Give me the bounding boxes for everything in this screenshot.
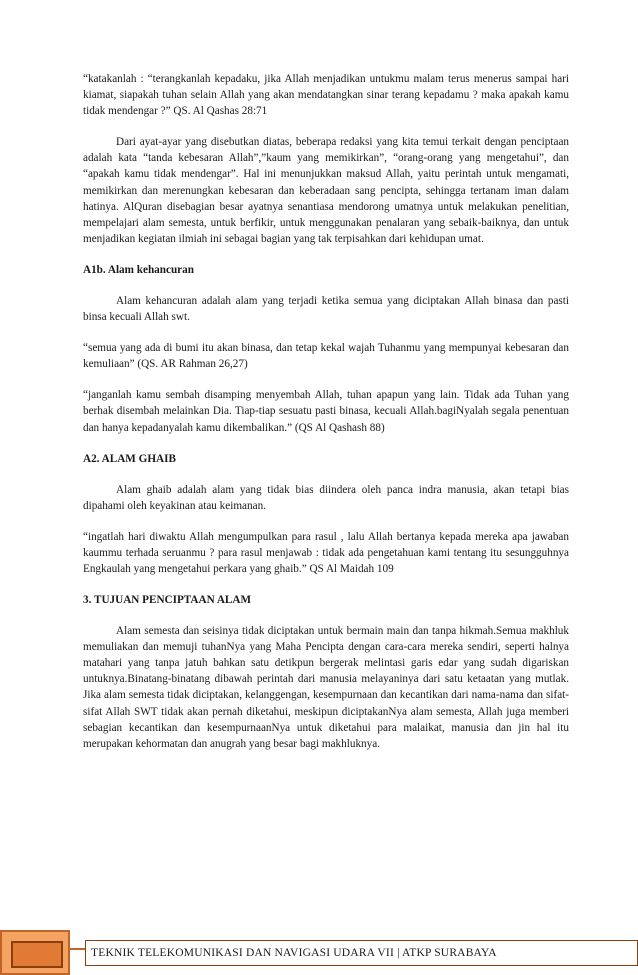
quote-al-qashash-88: “janganlah kamu sembah disamping menyembah Allah, tuhan apapun yang lain. Tidak ada Tuhan yang berhak disembah melainkan Dia. Tiap-tiap sesuatu pasti binasa, kecuali Allah.bagiNyalah segala penentuan dan hanya kepadanyalah kamu dikembalikan.” (QS Al Qashash 88) [83, 389, 569, 434]
footer-logo-box [0, 930, 70, 975]
paragraph-alam-ghaib: Alam ghaib adalah alam yang tidak bias diindera oleh panca indra manusia, akan tetapi bias dipahami oleh keyakinan atau keimanan. [83, 483, 569, 512]
heading-alam-kehancuran: A1b. Alam kehancuran [83, 263, 194, 276]
footer-connector [70, 948, 86, 950]
document-body [83, 71, 569, 767]
quote-al-maidah-109: “ingatlah hari diwaktu Allah mengumpulkan para rasul , lalu Allah bertanya kepada mereka apa jawaban kaummu terhada seruanmu ? para rasul menjawab : tidak ada pengetahuan kami tentang itu sesungguhnya Engkaulah yang mengetahui perkara yang ghaib.” QS Al Maidah 109 [83, 530, 569, 575]
quote-ar-rahman: “semua yang ada di bumi itu akan binasa, dan tetap kekal wajah Tuhanmu yang mempunyai kebesaran dan kemuliaan” (QS. AR Rahman 26,27) [83, 342, 569, 371]
footer-text: TEKNIK TELEKOMUNIKASI DAN NAVIGASI UDARA VII | ATKP SURABAYA [85, 940, 638, 966]
footer-logo-inner [11, 941, 63, 968]
quote-qashas-28-71: “katakanlah : “terangkanlah kepadaku, jika Allah menjadikan untukmu malam terus menerus sampai hari kiamat, siapakah tuhan selain Allah yang akan mendatangkan sinar terang kepadamu ? maka apakah kamu tidak mendengar ?” QS. Al Qashas 28:71 [83, 73, 569, 118]
heading-alam-ghaib: A2. ALAM GHAIB [83, 452, 176, 465]
page-footer [0, 930, 638, 975]
paragraph-alam-kehancuran: Alam kehancuran adalah alam yang terjadi ketika semua yang diciptakan Allah binasa dan pasti binsa kecuali Allah swt. [83, 294, 569, 324]
heading-tujuan-penciptaan: 3. TUJUAN PENCIPTAAN ALAM [83, 594, 252, 607]
paragraph-penciptaan: Dari ayat-ayar yang disebutkan diatas, beberapa redaksi yang kita temui terkait dengan penciptaan adalah kata “tanda kebesaran Allah”,”kaum yang memikirkan”, “orang-orang yang mengetahui”, dan “apakah kamu tidak mendengar”. Hal ini menunjukkan maksud Allah, yaitu perintah untuk mengamati, memikirkan dan merenungkan kebesaran dan keberadaan sang pencipta, sehingga tertanam iman dalam hatinya. AlQuran disebagian besar ayatnya senantiasa mendorong umatnya untuk melakukan penelitian, mempelajari alam semesta, untuk berfikir, untuk menggunakan penalaran yang sebaik-baiknya, dan untuk menjadikan kegiatan ilmiah ini sebagai bagian yang tak terpisahkan dari kehidupan umat. [83, 136, 569, 245]
paragraph-tujuan-penciptaan: Alam semesta dan seisinya tidak diciptakan untuk bermain main dan tanpa hikmah.Semua makhluk memuliakan dan memuji tuhanNya yang Maha Pencipta dengan cara-cara mereka sendiri, seperti halnya matahari yang tanpa jatuh bahkan satu detikpun bergerak melintasi garis edar yang sudah digariskan untuknya.Binatang-binatang dibawah perintah dari manusia melayaninya dari satu ketaatan yang mutlak. Jika alam semesta tidak diciptakan, kelanggengan, kesempurnaan dan kecantikan dari nama-nama dan sifat-sifat Allah SWT tidak akan pernah diketahui, meskipun diciptakanNya alam semesta, Allah juga memberi sebagian kecantikan dan kesempurnaanNya untuk diketahui para malaikat, manusia dan jin hal itu merupakan kehormatan dan anugrah yang besar bagi makhluknya. [83, 625, 569, 750]
